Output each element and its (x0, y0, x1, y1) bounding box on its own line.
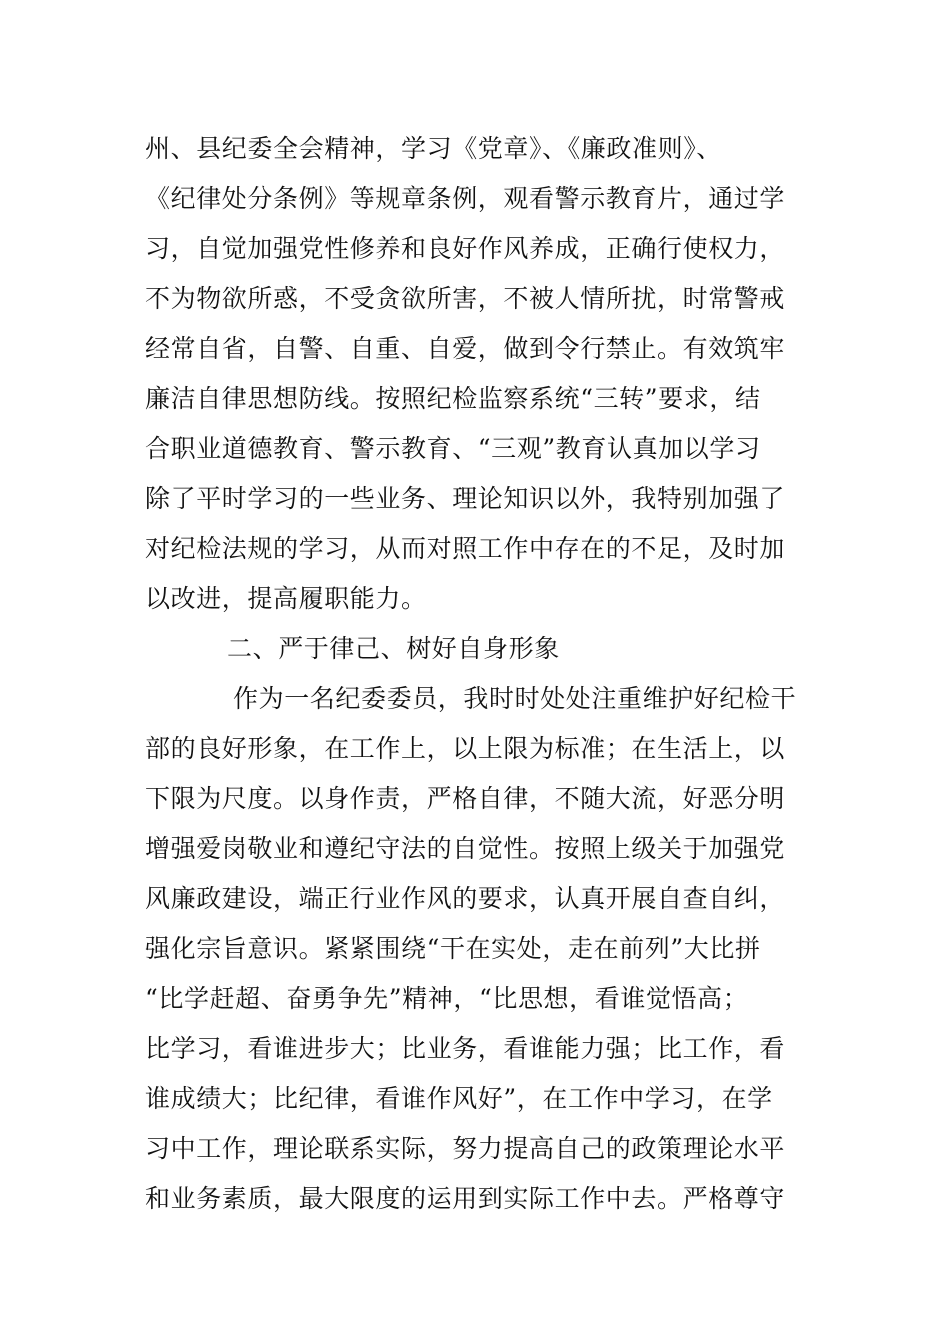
text-line: 对纪检法规的学习，从而对照工作中存在的不足，及时加 (145, 534, 786, 563)
text-line: 比学习，看谁进步大；比业务，看谁能力强；比工作，看 (145, 1034, 786, 1063)
text-line: 增强爱岗敬业和遵纪守法的自觉性。按照上级关于加强党 (145, 834, 786, 863)
body-text (145, 124, 815, 1224)
text-line: 下限为尺度。以身作责，严格自律，不随大流，好恶分明 (145, 784, 786, 813)
text-line: 经常自省，自警、自重、自爱，做到令行禁止。有效筑牢 (145, 334, 786, 363)
text-line: 谁成绩大；比纪律，看谁作风好”，在工作中学习，在学 (145, 1084, 773, 1113)
text-line: 以改进，提高履职能力。 (145, 584, 427, 613)
text-line: 合职业道德教育、警示教育、“三观”教育认真加以学习 (145, 434, 761, 463)
text-line: 部的良好形象，在工作上，以上限为标准；在生活上，以 (145, 734, 786, 763)
text-line: 不为物欲所惑，不受贪欲所害，不被人情所扰，时常警戒 (145, 284, 786, 313)
text-line: 和业务素质，最大限度的运用到实际工作中去。严格尊守 (145, 1184, 786, 1213)
text-line: 《纪律处分条例》等规章条例，观看警示教育片，通过学 (145, 184, 786, 213)
text-line: 作为一名纪委委员，我时时处处注重维护好纪检干 (233, 684, 797, 713)
text-line: 除了平时学习的一些业务、理论知识以外，我特别加强了 (145, 484, 786, 513)
text-line: 廉洁自律思想防线。按照纪检监察系统“三转”要求，结 (145, 384, 761, 413)
section-heading: 二、严于律己、树好自身形象 (227, 634, 560, 663)
text-line: 州、县纪委全会精神，学习《党章》、《廉政准则》、 (145, 134, 722, 163)
text-line: 习，自觉加强党性修养和良好作风养成，正确行使权力， (145, 234, 786, 263)
text-line: 习中工作，理论联系实际，努力提高自己的政策理论水平 (145, 1134, 786, 1163)
text-line: 风廉政建设，端正行业作风的要求，认真开展自查自纠， (145, 884, 786, 913)
text-line: “比学赶超、奋勇争先”精神，“比思想，看谁觉悟高； (145, 984, 749, 1013)
text-line: 强化宗旨意识。紧紧围绕“干在实处，走在前列”大比拼 (145, 934, 761, 963)
